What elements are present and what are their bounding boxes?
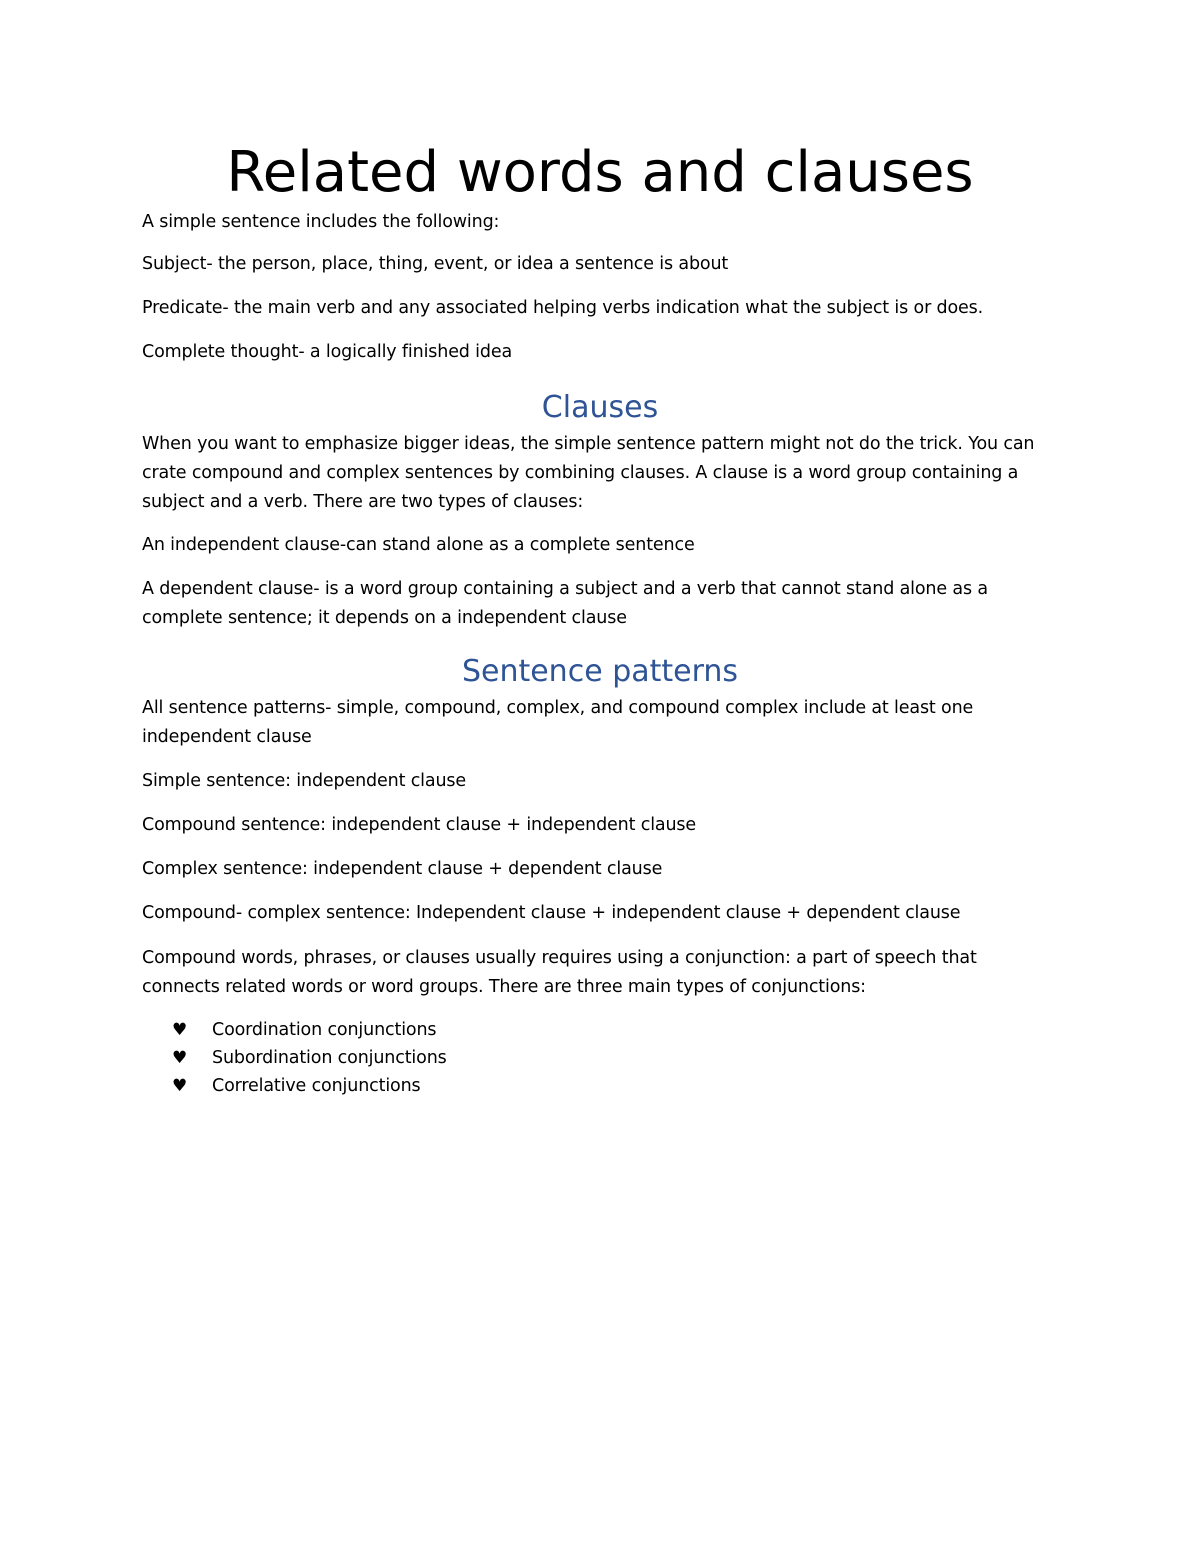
intro-complete-thought: Complete thought- a logically finished idea [142, 342, 513, 362]
sentence-patterns-heading: Sentence patterns [461, 654, 739, 689]
dependent-clause-line: complete sentence; it depends on a independent clause [142, 608, 627, 628]
clauses-heading: Clauses [541, 390, 659, 425]
list-item-label: Coordination conjunctions [212, 1020, 437, 1040]
complex-sentence-pattern: Complex sentence: independent clause + dependent clause [142, 859, 663, 879]
intro-predicate: Predicate- the main verb and any associated helping verbs indication what the subject is or does. [142, 298, 984, 318]
conjunction-line: connects related words or word groups. There are three main types of conjunctions: [142, 977, 866, 997]
conjunction-type-list [172, 1016, 447, 1100]
document-title: Related words and clauses [226, 140, 974, 205]
list-item-label: Subordination conjunctions [212, 1048, 447, 1068]
intro-subject: Subject- the person, place, thing, event, or idea a sentence is about [142, 254, 729, 274]
list-item-label: Correlative conjunctions [212, 1076, 421, 1096]
list-item [172, 1016, 447, 1044]
compound-complex-sentence-pattern: Compound- complex sentence: Independent clause + independent clause + dependent clause [142, 903, 961, 923]
heart-icon: ♥ [172, 1076, 188, 1096]
list-item [172, 1072, 447, 1100]
independent-clause-text: An independent clause-can stand alone as a complete sentence [142, 535, 695, 555]
clauses-body-line: crate compound and complex sentences by combining clauses. A clause is a word group containing a [142, 463, 1019, 483]
compound-sentence-pattern: Compound sentence: independent clause + independent clause [142, 815, 697, 835]
heart-icon: ♥ [172, 1048, 188, 1068]
intro-lead: A simple sentence includes the following: [142, 212, 500, 232]
clauses-body-line: subject and a verb. There are two types of clauses: [142, 492, 584, 512]
patterns-body-line: independent clause [142, 727, 312, 747]
simple-sentence-pattern: Simple sentence: independent clause [142, 771, 466, 791]
conjunction-line: Compound words, phrases, or clauses usually requires using a conjunction: a part of speech that [142, 948, 977, 968]
list-item [172, 1044, 447, 1072]
dependent-clause-line: A dependent clause- is a word group containing a subject and a verb that cannot stand alone as a [142, 579, 988, 599]
heart-icon: ♥ [172, 1020, 188, 1040]
patterns-body-line: All sentence patterns- simple, compound, complex, and compound complex include at least one [142, 698, 974, 718]
clauses-body-line: When you want to emphasize bigger ideas, the simple sentence pattern might not do the trick. You can [142, 434, 1035, 454]
